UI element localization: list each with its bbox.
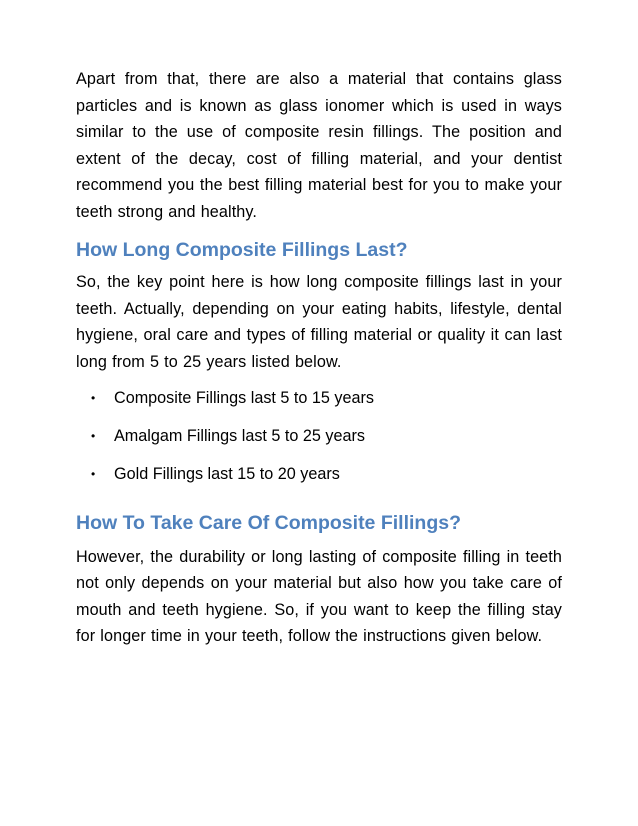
document-page bbox=[76, 66, 562, 650]
section2-paragraph: However, the durability or long lasting of composite filling in teeth not only depends on your material but also how you take care of mouth and teeth hygiene. So, if you want to keep the filling stay for longer time in your teeth, follow the instructions given below. bbox=[76, 547, 562, 645]
bullet-icon: • bbox=[91, 429, 96, 443]
list-item bbox=[76, 461, 562, 488]
section-heading-take-care: How To Take Care Of Composite Fillings? bbox=[76, 511, 461, 534]
list-item-text: Gold Fillings last 15 to 20 years bbox=[114, 465, 340, 483]
bullet-icon: • bbox=[91, 467, 96, 481]
filling-duration-list bbox=[76, 385, 562, 488]
list-item-text: Composite Fillings last 5 to 15 years bbox=[114, 389, 375, 407]
list-item bbox=[76, 385, 562, 412]
bullet-icon: • bbox=[91, 391, 96, 405]
list-item bbox=[76, 423, 562, 450]
intro-paragraph: Apart from that, there are also a material that contains glass particles and is known as glass ionomer which is used in ways similar to the use of composite resin fillings. The position and extent of the decay, cost of filling material, and your dentist recommend you the best filling material best for you to make your teeth strong and healthy. bbox=[76, 70, 562, 221]
list-item-text: Amalgam Fillings last 5 to 25 years bbox=[114, 427, 366, 445]
section-heading-how-long: How Long Composite Fillings Last? bbox=[76, 239, 408, 261]
section1-paragraph: So, the key point here is how long composite fillings last in your teeth. Actually, depending on your eating habits, lifestyle, dental hygiene, oral care and types of filling material or quality it can last long from 5 to 25 years listed below. bbox=[76, 273, 562, 371]
